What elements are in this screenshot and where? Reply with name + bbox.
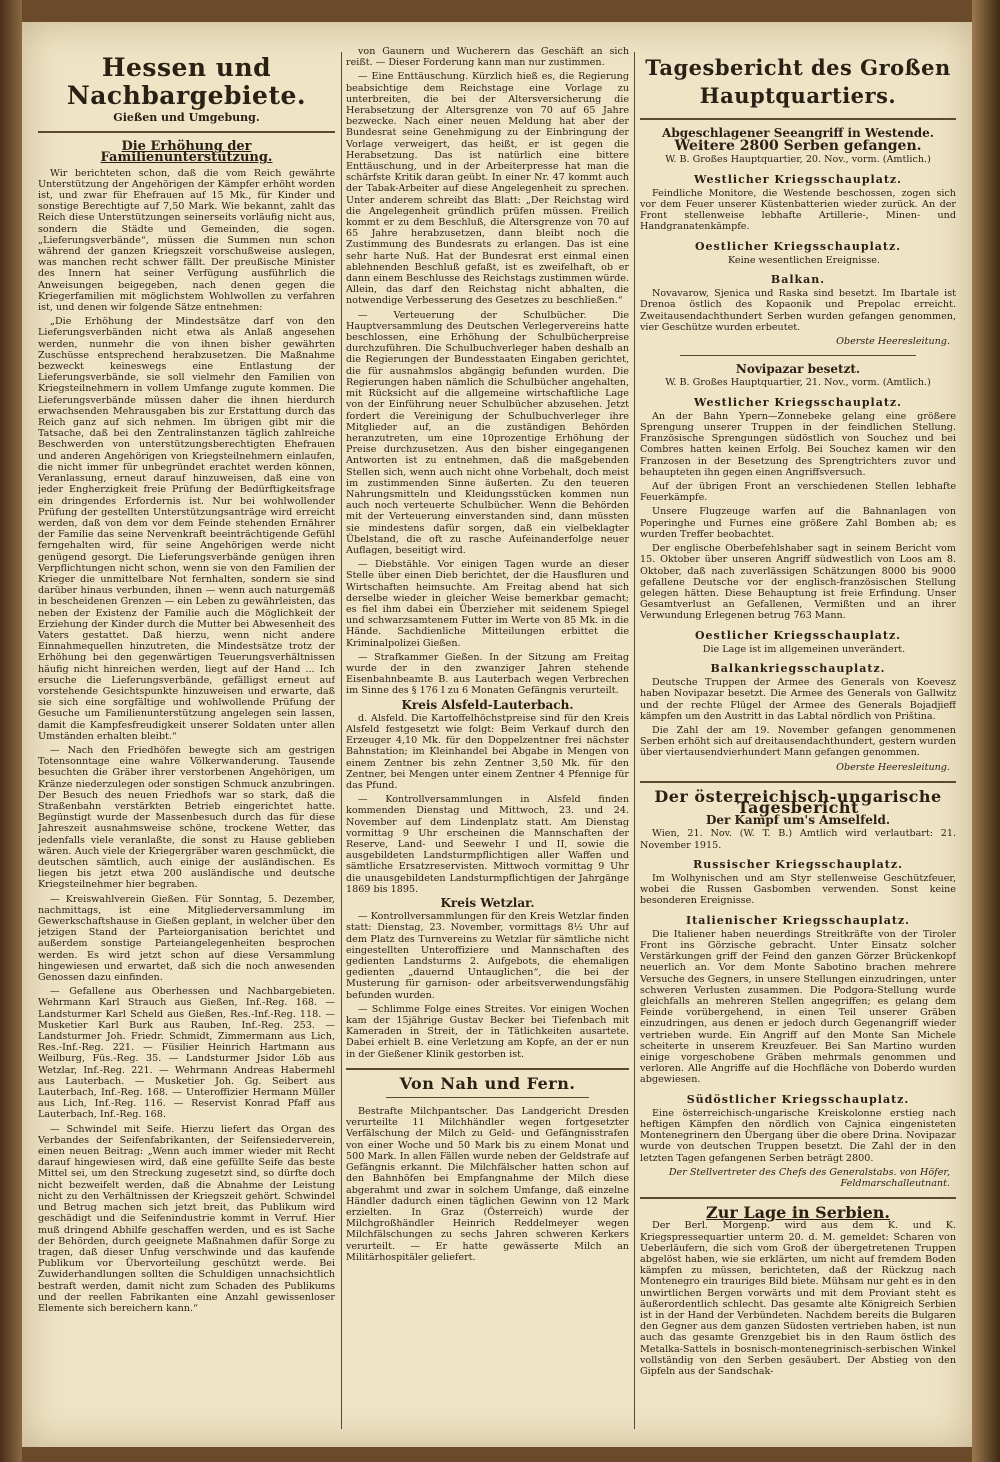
report-paragraph: Im Wolhynischen und am Styr stellenweise Geschützfeuer, wobei die Russen Gasbomben verwenden. Sonst keine besonderen Ereignisse. bbox=[640, 872, 956, 907]
divider bbox=[38, 131, 335, 133]
article-paragraph: — Kontrollversammlungen in Alsfeld finden kommenden Dienstag und Mittwoch, 23. und 24. November auf dem Lindenplatz statt. Am Dienstag vormittag 9 Uhr erscheinen die Mannschaften der Reserve, Land- und Seewehr I und II, sowie die ausgebildeten Landsturmpflichtigen aller Waffen und sämtliche Ersatzreservisten. Mittwoch vormittag 9 Uhr die unausgebildeten Landsturmpflichtigen der Jahrgänge 1869 bis 1895. bbox=[346, 794, 629, 895]
article-paragraph: von Gaunern und Wucherern das Geschäft an sich reißt. — Dieser Forderung kann man nur zustimmen. bbox=[346, 46, 629, 69]
divider bbox=[640, 1197, 956, 1199]
column-middle bbox=[346, 46, 629, 1433]
column-right bbox=[640, 46, 956, 1433]
article-paragraph: „Die Erhöhung der Mindestsätze darf von den Lieferungsverbänden nicht etwa als Anlaß angesehen werden, nunmehr die von ihnen bisher gewährten Zuschüsse entsprechend herabzusetzen. Die Maßnahme bezweckt keineswegs eine Entlastung der Lieferungsverbände, sie soll vielmehr den Familien von Kriegsteilnehmern in vollem Umfange zugute kommen. Die Lieferungsverbände müssen daher die ihnen hierdurch erwachsenden Mehrausgaben bis zur Erstattung durch das Reich ganz auf sich nehmen. Im übrigen gibt mir die Tatsache, daß bei den Zentralinstanzen täglich zahlreiche Beschwerden von unterstützungsberechtigten Ehefrauen und anderen Angehörigen von Kriegsteilnehmern einlaufen, die nicht immer für unbegründet erachtet werden können, Veranlassung, erneut darauf hinzuweisen, daß eine von jeder Engherzigkeit freie Prüfung der Bedürftigkeitsfrage ein dringendes Erfordernis ist. Nur bei wohlwollender Prüfung der gestellten Unterstützungsanträge wird erreicht werden, daß von dem vor dem Feinde stehenden Ernährer der Familie das seine Nervenkraft beeinträchtigende Gefühl ferngehalten wird, für seine Angehörigen werde nicht genügend gesorgt. Die Lieferungsverbände genügen ihren Verpflichtungen nicht schon, wenn sie von den Familien der Krieger die unmittelbare Not fernhalten, sondern sie sind darüber hinaus verbunden, ihnen — wenn auch naturgemäß in bescheidenen Grenzen — ein Leben zu gewährleisten, das neben der Existenz der Familie auch die Möglichkeit der Erziehung der Kinder durch die Mutter bei Abwesenheit des Vaters gestattet. Daß hierzu, wenn nicht andere Einnahmequellen hinzutreten, die Mindestsätze trotz der Erhöhung bei den gegenwärtigen Teuerungsverhältnissen häufig nicht hinreichen werden, liegt auf der Hand ... Ich ersuche die Lieferungsverbände, gefälligst erneut auf vorstehende Gesichtspunkte hinzuweisen und erwarte, daß sie sich eine sorgfältige und wohlwollende Prüfung der Gesuche um Familienunterstützung angelegen sein lassen, damit die Kampfesfreudigkeit unserer Soldaten unter allen Umständen erhalten bleibt.“ bbox=[38, 316, 335, 742]
report-paragraph: Die Lage ist im allgemeinen unverändert. bbox=[702, 643, 906, 655]
article-paragraph: — Eine Enttäuschung. Kürzlich hieß es, die Regierung beabsichtige dem Reichstage eine Vorlage zu unterbreiten, die bei der Altersversicherung die Herabsetzung der Altersgrenze von 70 auf 65 Jahre bezwecke. Nach einer neuen Meldung hat aber der Bundesrat seine Genehmigung zu der Einbringung der Vorlage verweigert, das heißt, er ist gegen die Herabsetzung. Das ist natürlich eine bittere Enttäuschung, und in der Arbeiterpresse hat man die schärfste Kritik daran geübt. In einer Nr. 47 kommt auch der Tabak-Arbeiter auf diese Angelegenheit zu sprechen. Unter anderem schreibt das Blatt: „Der Reichstag wird die Angelegenheit gründlich prüfen müssen. Freilich kommt er zu dem Beschluß, die Altersgrenze von 70 auf 65 Jahre herabzusetzen, dann bleibt noch die Zustimmung des Bundesrats zu erlangen. Das ist eine sehr harte Nuß. Hat der Bundesrat erst einmal einen ablehnenden Beschluß gefaßt, ist es zweifelhaft, ob er dann einem Beschlusse des Reichstags zustimmen würde. Allein, das darf den Reichstag nicht abhalten, die notwendige Verbesserung des Gesetzes zu beschließen.“ bbox=[346, 71, 629, 307]
theater-heading: Italienischer Kriegsschauplatz. bbox=[686, 913, 910, 927]
signature: Oberste Heeresleitung. bbox=[836, 336, 950, 348]
section-subtitle: Gießen und Umgebung. bbox=[113, 111, 260, 124]
divider bbox=[640, 118, 956, 120]
section-heading: Kreis Wetzlar. bbox=[440, 896, 535, 911]
report-paragraph: Auf der übrigen Front an verschiedenen Stellen lebhafte Feuerkämpfe. bbox=[640, 481, 956, 504]
report-title: Der österreichisch-ungarische Tagesbericht bbox=[654, 786, 942, 817]
divider bbox=[386, 1097, 589, 1098]
divider bbox=[680, 355, 916, 356]
headline: Abgeschlagener Seeangriff in Westende. bbox=[662, 126, 934, 140]
theater-heading: Oestlicher Kriegsschauplatz. bbox=[694, 628, 902, 642]
report-paragraph: Feindliche Monitore, die Westende beschossen, zogen sich vor dem Feuer unserer Küstenbatterien wieder zurück. An der Front stellenweise lebhafte Artillerie-, Minen- und Handgranatenkämpfe. bbox=[640, 187, 956, 233]
section-heading: Kreis Alsfeld-Lauterbach. bbox=[401, 697, 574, 712]
headline: Novipazar besetzt. bbox=[735, 362, 861, 377]
theater-heading: Balkankriegsschauplatz. bbox=[710, 661, 886, 675]
article-title: Zur Lage in Serbien. bbox=[706, 1203, 890, 1223]
dateline: W. B. Großes Hauptquartier, 20. Nov., vorm. (Amtlich.) bbox=[665, 154, 931, 166]
article-paragraph: — Verteuerung der Schulbücher. Die Hauptversammlung des Deutschen Verlegervereins hatte beschlossen, eine Erhöhung der Schulbücherpreise durchzuführen. Die Schulbuchverleger haben deshalb an die Regierungen der Bundesstaaten Eingaben gerichtet, die für ausnahmslos abgängig befunden wurden. Die Regierungen haben nämlich die Schulbücher angehalten, mit Rücksicht auf die allgemeine wirtschaftliche Lage von der Einführung neuer Schulbücher abzusehen. Jetzt fordert die Vereinigung der Schulbuchverleger ihre Mitglieder auf, an die zuständigen Behörden heranzutreten, um eine 10prozentige Erhöhung der Preise durchzusetzen. Aus den bisher eingegangenen Antworten ist zu entnehmen, daß die maßgebenden Stellen sich, wenn auch nicht ohne Vorbehalt, doch meist im zustimmenden Sinne äußerten. Zu den teueren Nahrungsmitteln und Kleidungsstücken kommen nun auch noch verteuerte Schulbücher. Wenn die Behörden mit der Verteuerung einverstanden sind, dann müssten sie mindestens dafür sorgen, daß ein vielbeklagter Übelstand, die oft zu rasche Aufeinanderfolge neuer Auflagen, beseitigt wird. bbox=[346, 309, 629, 556]
article-paragraph: d. Alsfeld. Die Kartoffelhöchstpreise sind für den Kreis Alsfeld festgesetzt wie folgt: Beim Verkauf durch den Erzeuger 4,10 Mk. für den Doppelzentner frei nächster Bahnstation; im Kleinhandel bei Abgabe in Mengen von einem Zentner bis zehn Zentner 3,50 Mk. für den Zentner, bei Mengen unter einem Zentner 4 Pfennige für das Pfund. bbox=[346, 712, 629, 791]
theater-heading: Südöstlicher Kriegsschauplatz. bbox=[686, 1092, 910, 1106]
report-paragraph: Eine österreichisch-ungarische Kreiskolonne erstieg nach heftigen Kämpfen den nördlich von Cajnica eingenisteten Montenegrinern den Übergang über die obere Drina. Novipazar wurde von deutschen Truppen besetzt. Die Zahl der in den letzten Tagen gefangenen Serben beträgt 2800. bbox=[640, 1107, 956, 1164]
dateline: Wien, 21. Nov. (W. T. B.) Amtlich wird verlautbart: 21. November 1915. bbox=[640, 828, 956, 851]
section-masthead: Hessen und Nachbargebiete. bbox=[66, 53, 307, 110]
headline: Weitere 2800 Serben gefangen. bbox=[674, 138, 922, 155]
book-binding bbox=[0, 0, 22, 1462]
report-paragraph: Novavarow, Sjenica und Raska sind besetzt. Im Ibartale ist Drenoa östlich des Kopaonik und Prepolac erreicht. Zweitausendachthundert Serben wurden gefangen genommen, vier Geschütze wurden erbeutet. bbox=[640, 288, 956, 333]
theater-heading: Oestlicher Kriegsschauplatz. bbox=[694, 239, 902, 253]
report-paragraph: Keine wesentlichen Ereignisse. bbox=[728, 254, 880, 266]
theater-heading: Westlicher Kriegsschauplatz. bbox=[694, 172, 902, 186]
page-edge bbox=[972, 0, 1000, 1462]
dateline: W. B. Großes Hauptquartier, 21. Nov., vorm. (Amtlich.) bbox=[665, 377, 931, 389]
divider bbox=[346, 1068, 629, 1070]
theater-heading: Balkan. bbox=[770, 273, 826, 287]
headline: Der Kampf um's Amselfeld. bbox=[705, 813, 891, 828]
report-paragraph: An der Bahn Ypern—Zonnebeke gelang eine größere Sprengung unserer Truppen in der feindlichen Stellung. Französische Sprengungen südöstlich von Souchez und bei Combres hatten keinen Erfolg. Bei Souchez kamen wir den Franzosen in der Besetzung des Sprengtrichters zuvor und behaupteten ihn gegen einen Angriffsversuch. bbox=[640, 410, 956, 478]
article-paragraph: — Strafkammer Gießen. In der Sitzung am Freitag wurde der in den zwanziger Jahren stehende Eisenbahnbeamte B. aus Lauterbach wegen Verbrechen im Sinne des § 176 I zu 6 Monaten Gefängnis verurteilt. bbox=[346, 651, 629, 697]
article-paragraph: Wir berichteten schon, daß die vom Reich gewährte Unterstützung der Angehörigen der Kämpfer erhöht worden ist, und zwar für Ehefrauen auf 15 Mk., für Kinder und sonstige Berechtigte auf 7,50 Mark. Wie bekannt, zahlt das Reich diese Unterstützungen seinerseits vorläufig nicht aus, sondern die Städte und Gemeinden, die sogen. „Lieferungsverbände“, müssen die Summen nun schon während der ganzen Kriegszeit vorschußweise auslegen, was manchen recht schwer fällt. Der preußische Minister des Innern hat seiner Verfügung ausführlich die Anweisungen beigegeben, nach denen gegen die Kriegerfamilien mit möglichstem Wohlwollen zu verfahren ist, und denen wir folgende Sätze entnehmen: bbox=[38, 167, 335, 314]
report-paragraph: Die Italiener haben neuerdings Streitkräfte von der Tiroler Front ins Görzische gebracht. Unter Einsatz solcher Verstärkungen griff der Feind den ganzen Görzer Brückenkopf neuerlich an. Vor dem Monte Sabotino brachen mehrere Versuche des Gegners, in unsere Stellungen einzudringen, unter schweren Verlusten zusammen. Die Podgora-Stellung wurde gleichfalls an mehreren Stellen angegriffen; es gelang dem Feinde vorübergehend, in einen Teil unserer Gräben einzudringen, aus denen er jedoch durch Gegenangriff wieder vertrieben wurde. Ein Angriff auf den Monte San Michele scheiterte in unserem Kreuzfeuer. Bei San Martino wurden einige vorgeschobene Gräben mehrmals genommen und verloren. Alle Angriffe auf die Hochfläche von Doberdo wurden abgewiesen. bbox=[640, 928, 956, 1086]
report-paragraph: Unsere Flugzeuge warfen auf die Bahnanlagen von Poperinghe und Furnes eine größere Zahl Bomben ab; es wurden Treffer beobachtet. bbox=[640, 506, 956, 540]
article-paragraph: — Schwindel mit Seife. Hierzu liefert das Organ des Verbandes der Seifenfabrikanten, der Seifensiederverein, einen neuen Beitrag: „Wenn auch immer wieder mit Recht darauf hingewiesen wird, daß eine gefüllte Seife das beste Mittel sei, um den Streckung zugesetzt sind, so dürfte doch nicht bezweifelt werden, daß die Abnahme der Leistung nicht zu den Verhältnissen der Kriegszeit gehört. Schwindel und Betrug machen sich jetzt breit, das Publikum wird geschädigt und die Seifenindustrie kommt in Verruf. Hier muß dringend Abhilfe geschaffen werden, und es ist Sache der Behörden, durch geeignete Maßnahmen dafür Sorge zu tragen, daß dieser Unfug verschwinde und das kaufende Publikum vor Übervorteilung geschützt werde. Bei Zuwiderhandlungen sollten die Schuldigen unnachsichtlich bestraft werden, damit nicht zum Schaden des Publikums und der reellen Fabrikanten eine Anzahl gewissenloser Elemente sich bereichern kann.“ bbox=[38, 1123, 335, 1314]
article-title: Die Erhöhung der Familienunterstützung. bbox=[100, 139, 273, 166]
report-masthead: Tagesbericht des Großen Hauptquartiers. bbox=[645, 55, 951, 108]
article-paragraph: — Diebstähle. Vor einigen Tagen wurde an dieser Stelle über einen Dieb berichtet, der die Hausfluren und Wirtschaften heimsuchte. Am Freitag abend hat sich derselbe wieder in gleicher Weise bemerkbar gemacht; es fiel ihm dabei ein Überzieher mit seidenem Spiegel und schwarzsamtenem Futter im Werte von 85 Mk. in die Hände. Sachdienliche Mitteilungen erbittet die Kriminalpolizei Gießen. bbox=[346, 559, 629, 649]
theater-heading: Westlicher Kriegsschauplatz. bbox=[694, 395, 902, 409]
article-paragraph: — Nach den Friedhöfen bewegte sich am gestrigen Totensonntage eine wahre Völkerwanderung. Tausende besuchten die Gräber ihrer verstorbenen Angehörigen, um Kränze niederzulegen oder sonstigen Schmuck anzubringen. Der Besuch des neuen Friedhofs war so stark, daß die Straßenbahn verstärkten Betrieb eingerichtet hatte. Begünstigt wurde der Massenbesuch durch das für diese Jahreszeit ausnahmsweise schöne, trockene Wetter, das jedenfalls viele veranlaßte, die sonst zu Hause geblieben wären. Auch viele der Kriegergräber waren geschmückt, die deutschen sämtlich, auch einige der ausländischen. Es liegen bis jetzt etwa 200 ausländische und deutsche Kriegsteilnehmer hier begraben. bbox=[38, 744, 335, 891]
column-rule bbox=[341, 52, 342, 1429]
article-paragraph: — Gefallene aus Oberhessen und Nachbargebieten. Wehrmann Karl Strauch aus Gießen, Inf.-Reg. 168. — Landsturmer Karl Scheld aus Gießen, Res.-Inf.-Reg. 118. — Musketier Karl Burk aus Rauben, Inf.-Reg. 253. — Landsturmer Joh. Friedr. Schmidt, Zimmermann aus Lich, Res.-Inf.-Reg. 221. — Füsilier Heinrich Hartmann aus Weilburg, Füs.-Reg. 35. — Landsturmer Jsidor Löb aus Wetzlar, Inf.-Reg. 221. — Wehrmann Andreas Habermehl aus Lauterbach. — Musketier Joh. Gg. Seibert aus Lauterbach, Inf.-Reg. 168. — Unteroffizier Hermann Müller aus Lich, Inf.-Reg. 116. — Reservist Konrad Pfaff aus Lauterbach, Inf.-Reg. 168. bbox=[38, 986, 335, 1121]
newspaper-page bbox=[22, 22, 972, 1447]
article-paragraph: Der Berl. Morgenp. wird aus dem K. und K. Kriegspressequartier unterm 20. d. M. gemeldet: Scharen von Ueberläufern, die sich vom Groß der übergetretenen Truppen abgelöst haben, wie sie erklärten, um nicht auf fremdem Boden kämpfen zu müssen, berichteten, daß der Rückzug nach Montenegro ein trauriges Bild biete. Mühsam nur geht es in den unwirtlichen Bergen vorwärts und mit dem Proviant steht es äußerordentlich schlecht. Das gesamte alte Königreich Serbien ist in der Hand der Verbündeten. Nachdem bereits die Bulgaren den Gegner aus dem ganzen Südosten vertrieben haben, ist nun auch das gesamte Grenzgebiet bis in den Raum östlich des Metalka-Sattels in bosnisch-montenegrinisch-serbischen Winkel vollständig von den Serben gesäubert. Der Abstieg von den Gipfeln aus der Sandschak- bbox=[640, 1220, 956, 1378]
report-paragraph: Deutsche Truppen der Armee des Generals von Koevesz haben Novipazar besetzt. Die Armee des Generals von Gallwitz und der rechte Flügel der Armee des Generals Bojadjieff kämpfen um den Austritt in das Labtal nördlich von Priština. bbox=[640, 677, 956, 722]
article-paragraph: — Kontrollversammlungen für den Kreis Wetzlar finden statt: Dienstag, 23. November, vormittags 8½ Uhr auf dem Platz des Turnvereins zu Wetzlar für sämtliche nicht eingestellten Unteroffiziere und Mannschaften des gedienten Landsturms 2. Aufgebots, die ehemaligen gedienten „dauernd Untauglichen“, die bei der Musterung für garnison- oder arbeitsverwendungsfähig befunden wurden. bbox=[346, 911, 629, 1001]
column-left bbox=[38, 46, 335, 1433]
theater-heading: Russischer Kriegsschauplatz. bbox=[693, 857, 903, 871]
article-paragraph: Bestrafte Milchpantscher. Das Landgericht Dresden verurteilte 11 Milchhändler wegen fortgesetzter Verfälschung der Milch zu Geld- und Gefängnisstrafen von einer Woche und 50 Mark bis zu einem Monat und 500 Mark. In allen Fällen wurde neben der Geldstrafe auf Gefängnis erkannt. Die Milchfälscher hatten schon auf den Bahnhöfen bei Empfangnahme der Milch diese abgerahmt und zwar in solchem Umfange, daß einzelne Händler dadurch einen täglichen Gewinn von 12 Mark erzielten. In Graz (Österreich) wurde der Milchgroßhändler Heinrich Reddelmeyer wegen Milchfälschungen zu sechs Jahren schweren Kerkers verurteilt. — Er hatte gewässerte Milch an Militärhospitäler geliefert. bbox=[346, 1106, 629, 1263]
signature: Oberste Heeresleitung. bbox=[836, 761, 950, 773]
signature: Der Stellvertreter des Chefs des Generalstabs. von Höfer, Feldmarschalleutnant. bbox=[668, 1166, 950, 1190]
article-paragraph: — Kreiswahlverein Gießen. Für Sonntag, 5. Dezember, nachmittags, ist eine Mitgliederversammlung im Gewerkschaftshause in Gießen geplant, in welcher über den jetzigen Stand der Parteiorganisation berichtet und außerdem sonstige Parteiangelegenheiten besprochen werden. Es wird jetzt schon auf diese Versammlung hingewiesen und erwartet, daß sich die noch anwesenden Genossen dazu einfinden. bbox=[38, 893, 335, 984]
section-heading: Von Nah und Fern. bbox=[399, 1073, 576, 1093]
column-rule bbox=[634, 52, 635, 1429]
report-paragraph: Die Zahl der am 19. November gefangen genommenen Serben erhöht sich auf dreitausendachthundert, gestern wurden über viertausendvierhundert Mann gefangen genommen. bbox=[640, 724, 956, 759]
article-paragraph: — Schlimme Folge eines Streites. Vor einigen Wochen kam der 15jährige Gustav Becker bei Tiefenbach mit Kameraden in Streit, der in Tätlichkeiten ausartete. Dabei erhielt B. eine Verletzung am Kopfe, an der er nun in der Gießener Klinik gestorben ist. bbox=[346, 1003, 629, 1060]
divider bbox=[640, 781, 956, 783]
report-paragraph: Der englische Oberbefehlshaber sagt in seinem Bericht vom 15. Oktober über unseren Angriff südwestlich von Loos am 8. Oktober, daß nach zuverlässigen Schätzungen 8000 bis 9000 gefallene Deutsche vor der englisch-französischen Stellung gelegen hätten. Diese Behauptung ist freie Erfindung. Unser Gesamtverlust an Gefallenen, Vermißten und an ihrer Verwundung Erlegenen betrug 763 Mann. bbox=[640, 543, 956, 622]
